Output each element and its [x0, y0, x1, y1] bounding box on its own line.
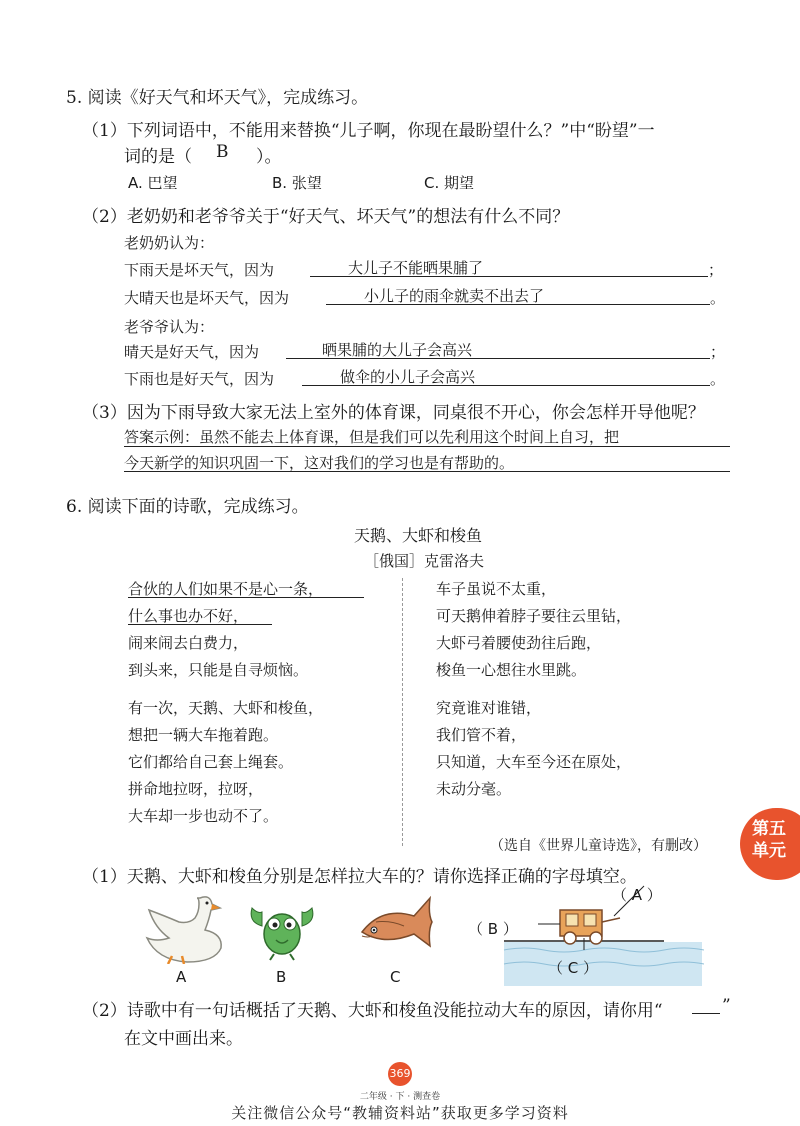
animal-label-b: B: [276, 968, 287, 986]
poem-right-line: 只知道，大车至今还在原处，: [436, 753, 632, 771]
q6-part2-line2: 在文中画出来。: [124, 1029, 243, 1049]
poem-right-line: 梭鱼一心想往水里跳。: [436, 661, 587, 679]
poem-right-line: 可天鹅伸着脖子要往云里钻，: [436, 607, 632, 625]
gp1-end: ；: [710, 343, 726, 361]
wheel-icon: [590, 932, 602, 944]
swan-illustration: [138, 892, 224, 964]
gp2-end: 。: [710, 370, 726, 388]
gm1-prefix: 下雨天是坏天气，因为: [124, 261, 275, 279]
swan-eye-icon: [206, 902, 209, 905]
gm2-answer: 小儿子的雨伞就卖不出去了: [364, 287, 545, 305]
grandpa-label: 老爷爷认为：: [124, 318, 215, 336]
swan-icon: [147, 897, 221, 962]
q5-part1-answer: B: [216, 142, 229, 162]
q5-part3-underline-1: [124, 446, 730, 447]
poem-divider: [402, 578, 403, 846]
gm1-answer: 大儿子不能晒果脯了: [348, 259, 484, 277]
q6-part1-line: （1）天鹅、大虾和梭鱼分别是怎样拉大车的？请你选择正确的字母填空。: [82, 867, 637, 887]
q5-title: 5. 阅读《好天气和坏天气》，完成练习。: [66, 88, 369, 108]
shrimp-claw-icon: [251, 908, 262, 926]
shrimp-claw-icon: [302, 908, 313, 926]
diagram-answer-b: （ B ）: [468, 920, 518, 938]
poem-left-line: 合伙的人们如果不是心一条，: [128, 580, 324, 598]
poem-underline: [128, 597, 364, 598]
q6-part2-blank: [692, 1013, 720, 1014]
animal-label-c: C: [390, 968, 401, 986]
poem-right-line: 我们管不着，: [436, 726, 527, 744]
q5-option-c: C. 期望: [424, 174, 475, 192]
animal-label-a: A: [176, 968, 187, 986]
q5-part1-line2: 词的是（: [124, 147, 192, 167]
gm1-end: ；: [708, 261, 724, 279]
gm2-prefix: 大晴天也是坏天气，因为: [124, 289, 290, 307]
gm2-end: 。: [710, 289, 726, 307]
q5-option-b: B. 张望: [272, 174, 322, 192]
poem-left-line: 大车却一步也动不了。: [128, 807, 279, 825]
poem-left-line: 它们都给自己套上绳套。: [128, 753, 294, 771]
gp2-answer: 做伞的小儿子会高兴: [340, 368, 476, 386]
shrimp-illustration: [248, 898, 316, 962]
diagram-answer-a: （ A ）: [612, 886, 662, 904]
q5-option-a: A. 巴望: [128, 174, 178, 192]
poem-right-line: 大虾弓着腰使劲往后跑，: [436, 634, 602, 652]
poem-left-line: 什么事也办不好，: [128, 607, 249, 625]
poem-source: （选自《世界儿童诗选》，有删改）: [490, 838, 707, 854]
q5-part1-close: ）。: [256, 147, 282, 167]
footer-grade: 二年级 · 下 · 测查卷: [359, 1092, 441, 1102]
poem-right-line: 究竟谁对谁错，: [436, 699, 542, 717]
q5-part3-underline-2: [124, 471, 730, 472]
poem-right-line: 车子虽说不太重，: [436, 580, 557, 598]
q5-part3-answer-1: 答案示例：虽然不能去上体育课，但是我们可以先利用这个时间上自习，把: [124, 428, 620, 446]
q5-part2-line: （2）老奶奶和老爷爷关于“好天气、坏天气”的想法有什么不同？: [82, 207, 570, 227]
poem-left-line: 到头来，只能是自寻烦恼。: [128, 661, 309, 679]
unit-badge-line1: 第五: [752, 819, 786, 839]
poem-right-line: 未动分毫。: [436, 780, 512, 798]
q6-part2-line1: （2）诗歌中有一句话概括了天鹅、大虾和梭鱼没能拉动大车的原因，请你用“: [82, 1001, 663, 1021]
gp1-prefix: 晴天是好天气，因为: [124, 343, 260, 361]
poem-title: 天鹅、大虾和梭鱼: [354, 526, 483, 545]
gp1-answer: 晒果脯的大儿子会高兴: [322, 341, 473, 359]
grandma-label: 老奶奶认为：: [124, 234, 215, 252]
fish-icon: [362, 898, 432, 946]
gp2-prefix: 下雨也是好天气，因为: [124, 370, 275, 388]
footer-note: 关注微信公众号“教辅资料站”获取更多学习资料: [231, 1104, 569, 1122]
pike-illustration: [356, 892, 436, 958]
poem-left-line: 有一次，天鹅、大虾和梭鱼，: [128, 699, 324, 717]
poem-left-line: 想把一辆大车拖着跑。: [128, 726, 279, 744]
wheel-icon: [564, 932, 576, 944]
unit-badge-line2: 单元: [752, 841, 786, 861]
poem-author: ［俄国］克雷洛夫: [364, 552, 485, 570]
q5-part1-line1: （1）下列词语中，不能用来替换“儿子啊，你现在最盼望什么？”中“盼望”一: [82, 121, 655, 141]
poem-left-line: 闹来闹去白费力，: [128, 634, 249, 652]
q6-title: 6. 阅读下面的诗歌，完成练习。: [66, 497, 309, 517]
q5-part3-line: （3）因为下雨导致大家无法上室外的体育课，同桌很不开心，你会怎样开导他呢？: [82, 403, 705, 423]
diagram-answer-c: （ C ）: [548, 959, 599, 977]
q6-part2-line1-end: ”: [722, 996, 731, 1016]
q5-part3-answer-2: 今天新学的知识巩固一下，这对我们的学习也是有帮助的。: [124, 454, 515, 472]
page-number: 369: [388, 1062, 412, 1086]
poem-left-line: 拼命地拉呀，拉呀，: [128, 780, 264, 798]
poem-underline: [128, 624, 272, 625]
unit-badge: [740, 808, 800, 880]
